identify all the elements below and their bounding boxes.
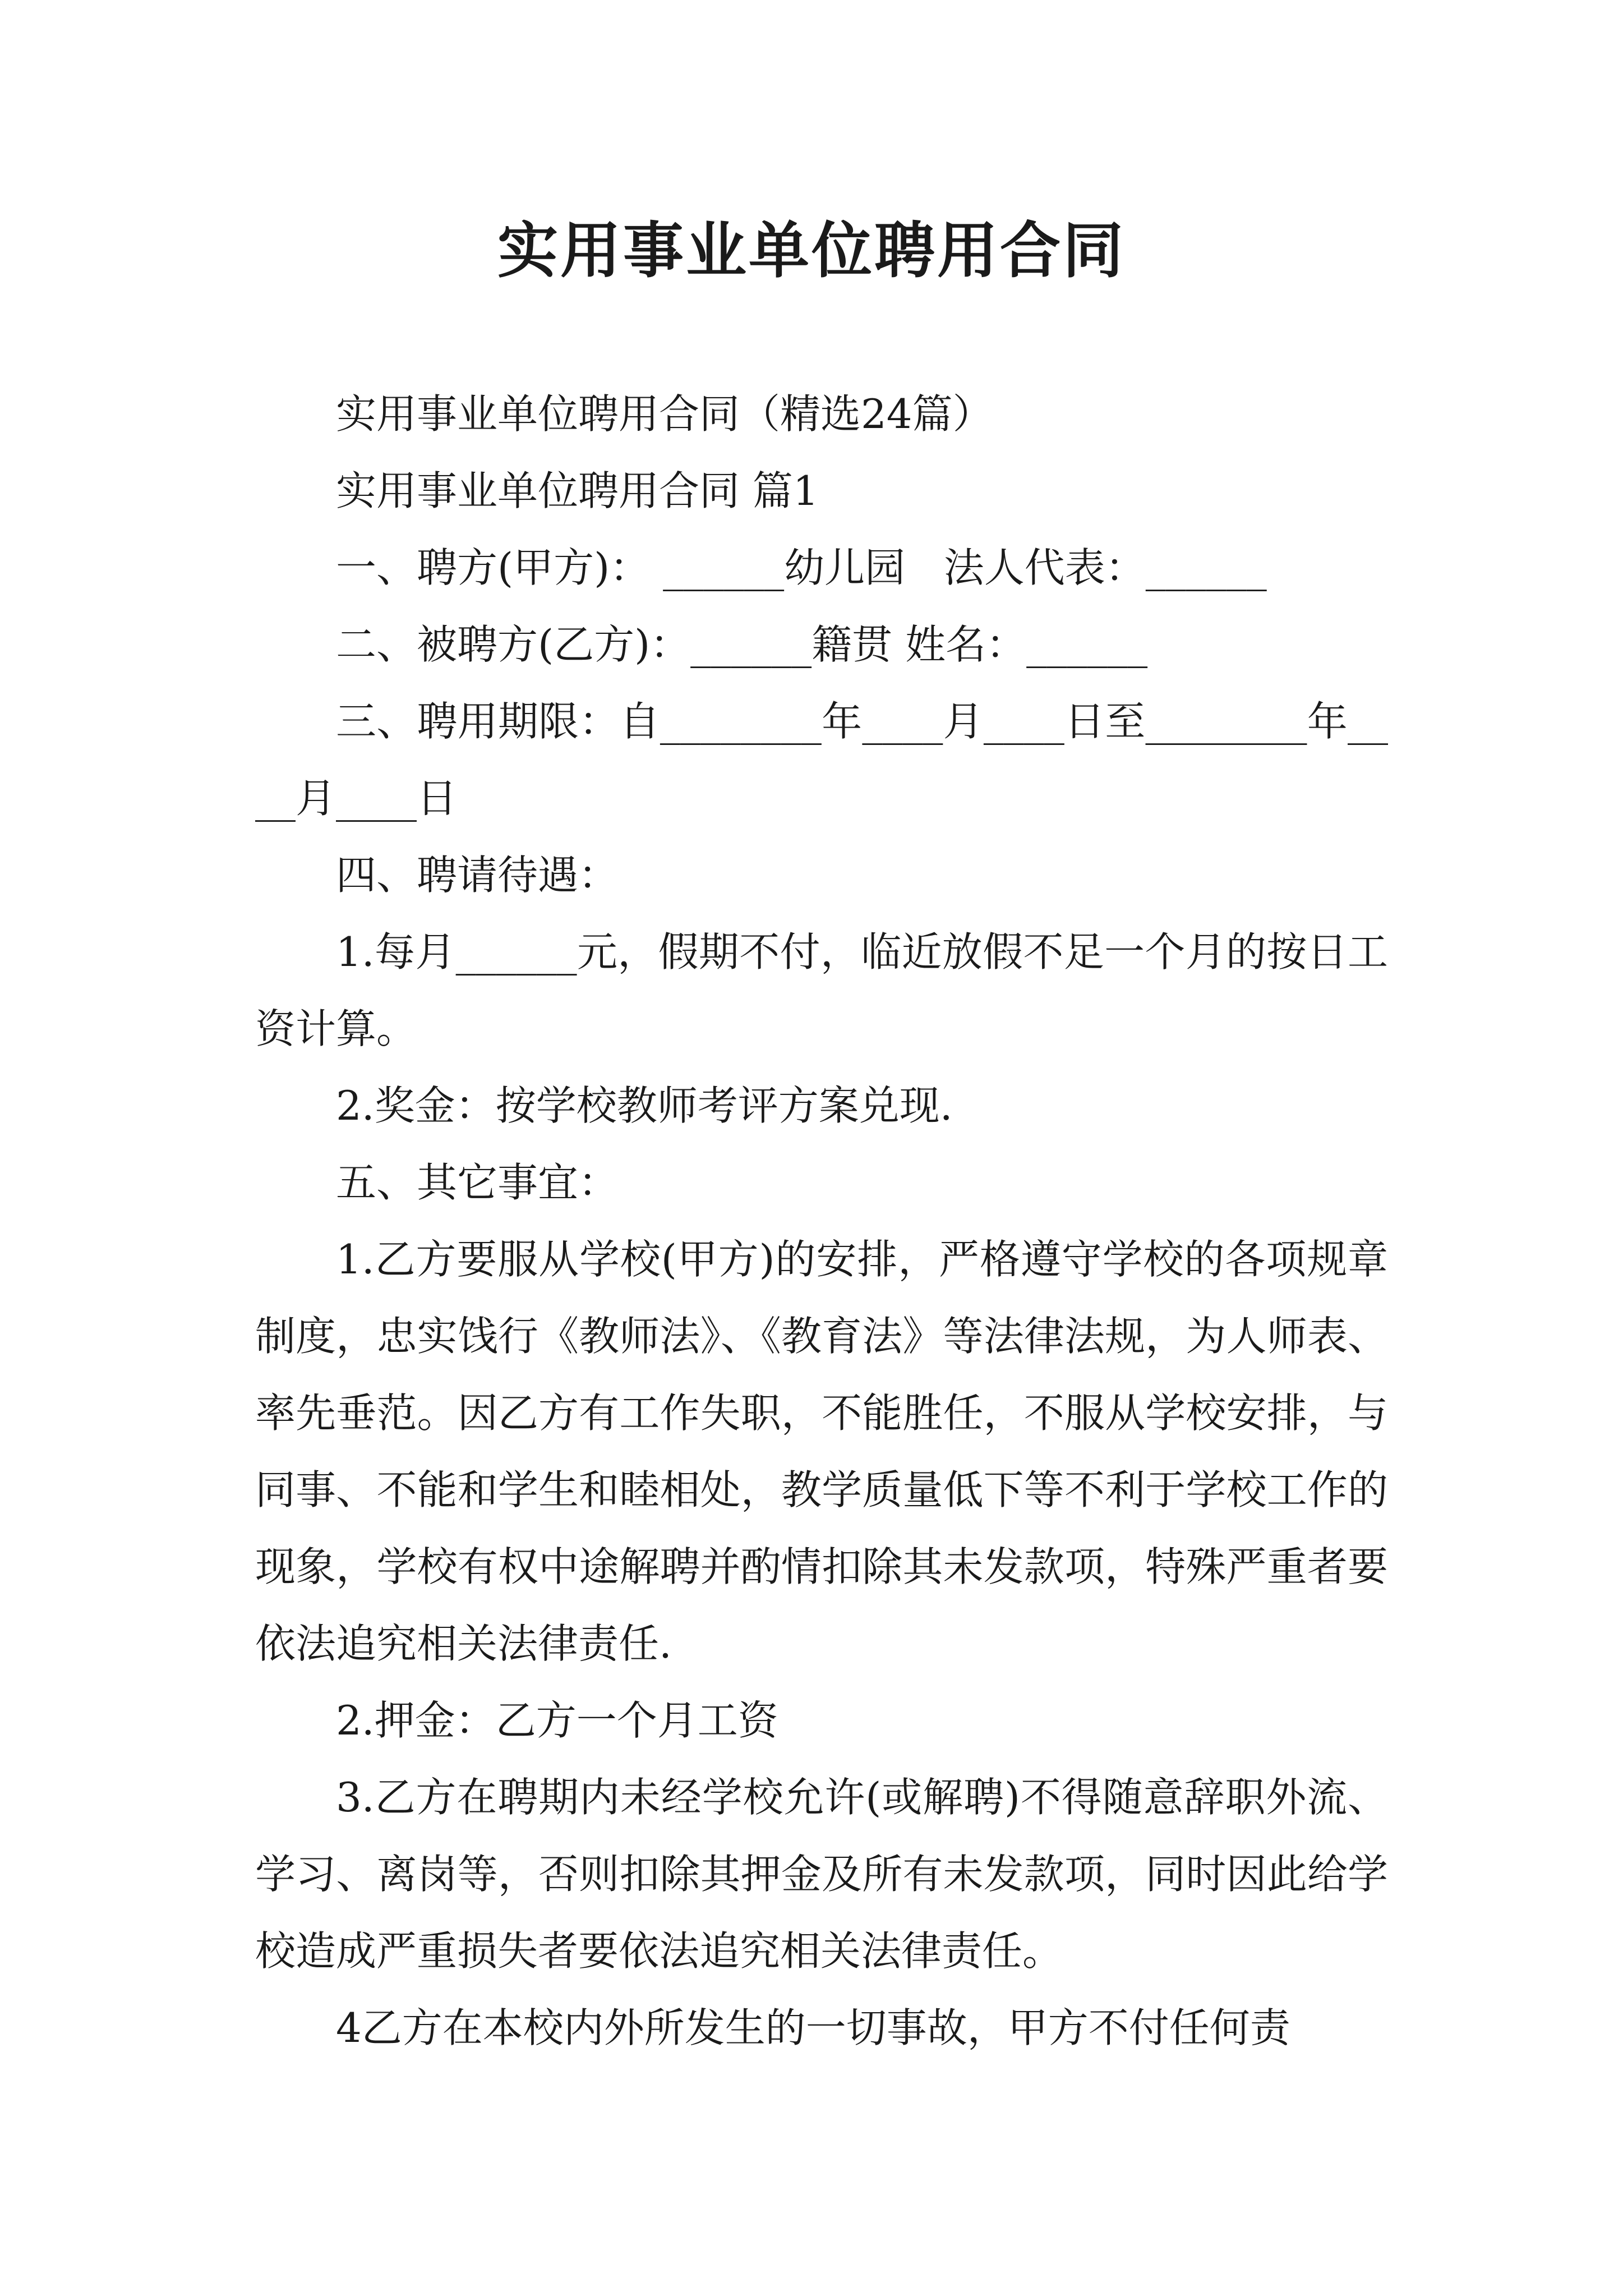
paragraph-other-item-4: 4乙方在本校内外所发生的一切事故，甲方不付任何责 <box>336 2004 1290 2051</box>
paragraph-subtitle: 实用事业单位聘用合同（精选24篇） <box>336 390 993 438</box>
paragraph-party-a: 一、聘方(甲方)： ______幼儿园 法人代表：______ <box>336 544 1267 591</box>
paragraph-section-heading: 实用事业单位聘用合同 篇1 <box>336 467 819 514</box>
paragraph-term: 三、聘用期限：自________年____月____日至________年____月____日 <box>255 698 1388 822</box>
paragraph-other-heading: 五、其它事宜： <box>336 1159 619 1206</box>
paragraph-bonus: 2.奖金：按学校教师考评方案兑现. <box>336 1082 953 1129</box>
document-title: 实用事业单位聘用合同 <box>497 215 1126 286</box>
paragraph-monthly-pay: 1.每月______元，假期不付，临近放假不足一个月的按日工资计算。 <box>255 928 1388 1052</box>
paragraph-other-item-3: 3.乙方在聘期内未经学校允许(或解聘)不得随意辞职外流、学习、离岗等，否则扣除其押金及所有未发款项，同时因此给学校造成严重损失者要依法追究相关法律责任。 <box>255 1774 1388 1975</box>
paragraph-compensation-heading: 四、聘请待遇： <box>336 852 619 899</box>
paragraph-other-item-1: 1.乙方要服从学校(甲方)的安排，严格遵守学校的各项规章制度，忠实饯行《教师法》、《教育法》等法律法规，为人师表、率先垂范。因乙方有工作失职，不能胜任，不服从学校安排，与同事、不能和学生和睦相处，教学质量低下等不利于学校工作的现象，学校有权中途解聘并酌情扣除其未发款项，特殊严重者要依法追究相关法律责任. <box>255 1236 1388 1667</box>
document-body <box>255 376 1388 2067</box>
paragraph-other-item-2: 2.押金：乙方一个月工资 <box>336 1697 778 1744</box>
paragraph-party-b: 二、被聘方(乙方)：______籍贯 姓名：______ <box>336 621 1148 668</box>
